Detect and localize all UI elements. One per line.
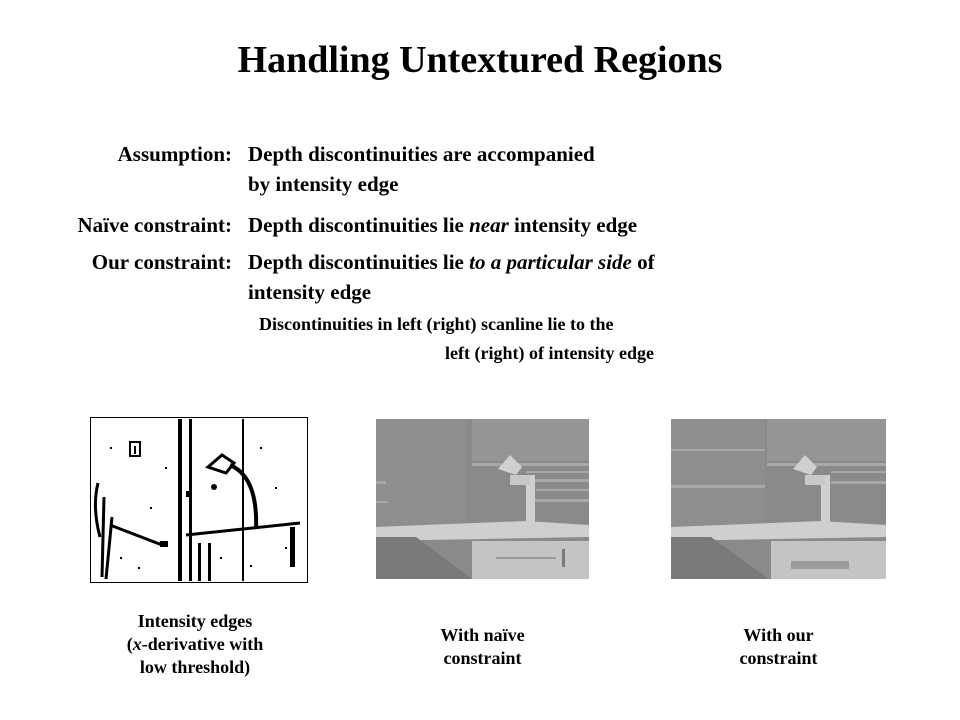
our-constraint-row — [0, 247, 960, 309]
caption-edges-line-2 — [90, 633, 300, 656]
assumption-line-1: Depth discontinuities are accompanied — [248, 142, 595, 166]
ours-text-pre: Depth discontinuities lie — [248, 250, 470, 274]
caption-edges-line-3: low threshold) — [139, 657, 251, 677]
naive-disparity-drawing — [376, 419, 589, 579]
intensity-edges-image — [90, 417, 308, 583]
naive-text-post: intensity edge — [508, 213, 638, 237]
assumption-row — [0, 139, 960, 201]
slide-title: Handling Untextured Regions — [237, 39, 723, 81]
assumption-line-2: by intensity edge — [248, 172, 399, 196]
caption-naive-line-1: With naïve — [440, 625, 525, 645]
caption-ours-line-1: With our — [743, 625, 814, 645]
naive-text-emphasis: near — [469, 213, 509, 237]
naive-constraint-disparity-image — [376, 419, 589, 579]
naive-constraint-label: Naïve constraint: — [77, 213, 232, 237]
assumption-text — [248, 139, 888, 199]
naive-constraint-text — [248, 210, 888, 240]
caption-our-constraint — [686, 624, 871, 670]
caption-intensity-edges — [90, 610, 300, 679]
ours-text-post: of — [631, 250, 655, 274]
caption-edges-x: x — [132, 634, 142, 654]
caption-naive-constraint — [390, 624, 575, 670]
scanline-note-line-1: Discontinuities in left (right) scanline lie to the — [259, 314, 614, 334]
scanline-note-line-2: left (right) of intensity edge — [445, 343, 654, 363]
caption-edges-rest: -derivative with — [141, 634, 264, 654]
caption-edges-line-1: Intensity edges — [137, 611, 253, 631]
our-constraint-line-1 — [248, 247, 888, 277]
naive-constraint-row — [0, 210, 960, 240]
our-constraint-text — [248, 247, 888, 307]
our-disparity-drawing — [671, 419, 886, 579]
assumption-label: Assumption: — [117, 142, 232, 166]
ours-text-emphasis: to a particular side — [469, 250, 632, 274]
our-constraint-line-2: intensity edge — [248, 280, 372, 304]
our-constraint-label: Our constraint: — [91, 250, 232, 274]
caption-ours-line-2: constraint — [739, 648, 818, 668]
caption-edges-paren: ( — [126, 634, 133, 654]
naive-text-pre: Depth discontinuities lie — [248, 213, 470, 237]
intensity-edges-drawing — [90, 417, 308, 583]
our-constraint-disparity-image — [671, 419, 886, 579]
caption-naive-line-2: constraint — [443, 648, 522, 668]
